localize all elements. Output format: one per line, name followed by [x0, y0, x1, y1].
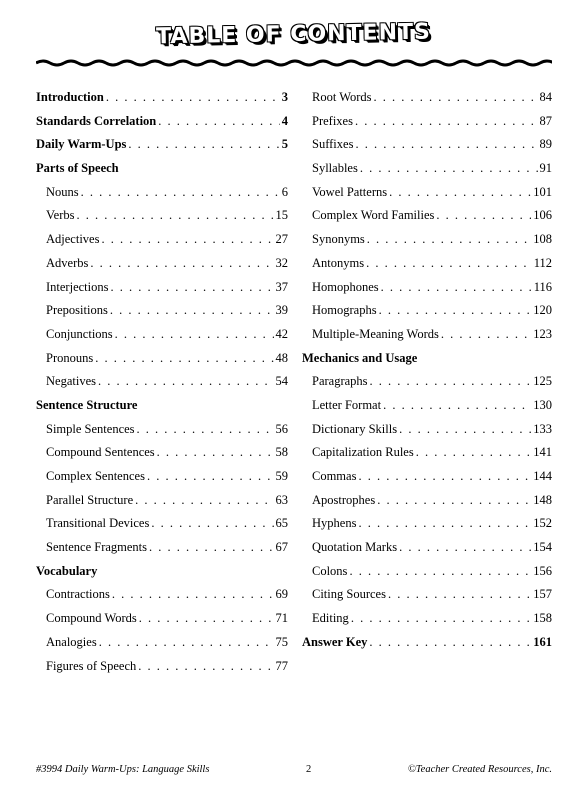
toc-leader-dots [106, 90, 280, 105]
toc-entry [36, 208, 288, 232]
toc-entry-label: Complex Sentences [46, 469, 145, 483]
toc-leader-dots [381, 280, 532, 295]
toc-entry-label: Daily Warm-Ups [36, 137, 127, 152]
toc-entry-label: Paragraphs [312, 374, 368, 389]
toc-entry-label: Root Words [312, 90, 372, 104]
toc-leader-dots [99, 635, 274, 650]
toc-entry-page: 141 [533, 445, 552, 460]
toc-entry-label: Commas [312, 469, 357, 483]
wavy-divider [36, 56, 552, 70]
toc-entry-page: 89 [539, 137, 552, 152]
toc-entry-page: 48 [275, 350, 288, 365]
toc-entry-page: 5 [281, 137, 288, 152]
toc-entry-page: 120 [533, 303, 552, 318]
toc-entry-page: 15 [275, 208, 288, 223]
toc-leader-dots [151, 516, 273, 531]
toc-entry-page: 63 [275, 492, 288, 507]
toc-entry-label: Multiple-Meaning Words [312, 326, 439, 341]
toc-leader-dots [95, 351, 273, 366]
toc-entry-page: 156 [533, 563, 552, 578]
toc-entry [36, 564, 288, 588]
toc-leader-dots [349, 564, 531, 579]
toc-entry-label: Dictionary Skills [312, 421, 398, 436]
toc-entry-label: Adverbs [46, 255, 89, 270]
toc-entry-label: Nouns [46, 184, 79, 199]
toc-entry [36, 445, 288, 469]
toc-leader-dots [137, 422, 274, 437]
toc-entry [36, 256, 288, 280]
toc-entry [36, 137, 288, 161]
toc-entry-page: 42 [275, 326, 288, 341]
toc-entry-page: 6 [281, 184, 288, 199]
toc-entry-label: Quotation Marks [312, 540, 398, 555]
toc-entry-page: 54 [275, 374, 288, 389]
toc-entry-page: 27 [275, 232, 288, 247]
toc-entry [302, 493, 552, 517]
toc-entry-page: 4 [281, 113, 288, 128]
toc-leader-dots [90, 256, 273, 271]
toc-entry [36, 303, 288, 327]
toc-entry [302, 208, 552, 232]
toc-entry-page: 106 [533, 208, 552, 223]
toc-leader-dots [370, 374, 532, 389]
toc-leader-dots [110, 303, 274, 318]
toc-entry-label: Complex Word Families [312, 208, 435, 223]
toc-leader-dots [441, 327, 531, 342]
toc-leader-dots [355, 114, 538, 129]
toc-entry-page: 59 [275, 469, 288, 483]
toc-entry-label: Verbs [46, 208, 75, 223]
toc-leader-dots [389, 185, 531, 200]
toc-entry-page: 161 [533, 634, 552, 649]
toc-entry-label: Mechanics and Usage [302, 350, 418, 365]
toc-leader-dots [366, 256, 532, 271]
toc-entry-page: 154 [533, 540, 552, 555]
toc-entry [302, 232, 552, 256]
toc-entry-label: Compound Sentences [46, 445, 155, 460]
toc-entry-page: 75 [275, 634, 288, 649]
toc-entry [302, 422, 552, 446]
toc-entry-label: Parts of Speech [36, 161, 119, 176]
toc-leader-dots [110, 280, 273, 295]
toc-entry-label: Colons [312, 563, 348, 578]
toc-entry [36, 635, 288, 659]
toc-entry [302, 611, 552, 635]
toc-leader-dots [135, 493, 273, 508]
toc-entry [302, 564, 552, 588]
toc-entry-page: 144 [533, 469, 552, 483]
toc-entry [302, 398, 552, 422]
toc-entry-label: Pronouns [46, 350, 94, 365]
toc-entry [302, 161, 552, 185]
toc-leader-dots [377, 493, 531, 508]
toc-entry-page: 133 [533, 421, 552, 436]
toc-entry-label: Standards Correlation [36, 113, 157, 128]
toc-entry-label: Analogies [46, 634, 97, 649]
toc-entry-label: Answer Key [302, 634, 368, 649]
toc-leader-dots [98, 374, 274, 389]
toc-entry [36, 469, 288, 493]
toc-entry-page: 125 [533, 374, 552, 389]
toc-leader-dots [139, 611, 274, 626]
toc-leader-dots [360, 161, 538, 176]
toc-entry-label: Adjectives [46, 232, 100, 247]
footer-copyright: ©Teacher Created Resources, Inc. [407, 764, 552, 775]
toc-entry [36, 493, 288, 517]
toc-leader-dots [157, 445, 274, 460]
toc-left-column [36, 90, 288, 682]
toc-leader-dots [115, 327, 274, 342]
toc-leader-dots [383, 398, 531, 413]
toc-entry [36, 398, 288, 422]
toc-leader-dots [147, 469, 274, 484]
toc-entry-page: 77 [275, 658, 288, 673]
toc-entry-label: Prepositions [46, 303, 108, 318]
toc-entry [36, 587, 288, 611]
toc-entry-page: 152 [533, 516, 552, 531]
toc-entry-label: Syllables [312, 161, 358, 176]
toc-entry [302, 114, 552, 138]
toc-leader-dots [351, 611, 531, 626]
toc-entry-page: 116 [533, 279, 552, 294]
toc-leader-dots [358, 516, 531, 531]
toc-entry [36, 185, 288, 209]
toc-entry-label: Negatives [46, 374, 96, 389]
footer-book-title: #3994 Daily Warm-Ups: Language Skills [36, 764, 210, 775]
toc-entry-label: Sentence Fragments [46, 540, 148, 555]
toc-entry-label: Capitalization Rules [312, 445, 414, 460]
toc-entry-page: 148 [533, 492, 552, 507]
toc-entry [36, 351, 288, 375]
toc-entry [302, 137, 552, 161]
toc-entry-label: Homographs [312, 303, 377, 318]
toc-entry-page: 84 [539, 90, 552, 104]
toc-entry-page: 69 [275, 587, 288, 602]
toc-leader-dots [436, 208, 531, 223]
toc-entry [302, 516, 552, 540]
toc-entry-label: Synonyms [312, 232, 365, 247]
toc-entry-page: 67 [275, 540, 288, 555]
toc-entry [302, 280, 552, 304]
toc-entry-label: Vowel Patterns [312, 184, 388, 199]
toc-entry [36, 374, 288, 398]
toc-entry-page: 58 [275, 445, 288, 460]
toc-leader-dots [149, 540, 273, 555]
toc-leader-dots [355, 137, 537, 152]
toc-entry-page: 101 [533, 184, 552, 199]
toc-entry-label: Conjunctions [46, 326, 113, 341]
toc-entry-label: Figures of Speech [46, 658, 137, 673]
toc-entry [302, 90, 552, 114]
toc-leader-dots [367, 232, 531, 247]
toc-leader-dots [374, 90, 538, 105]
toc-entry-page: 158 [533, 611, 552, 626]
page-number: 2 [306, 764, 312, 775]
toc-entry [302, 374, 552, 398]
toc-leader-dots [81, 185, 280, 200]
toc-leader-dots [399, 540, 531, 555]
toc-entry-page: 37 [275, 279, 288, 294]
toc-entry [302, 185, 552, 209]
toc-entry [36, 280, 288, 304]
toc-entry [36, 422, 288, 446]
toc-entry-page: 91 [539, 161, 552, 176]
toc-entry [302, 445, 552, 469]
toc-entry-label: Transitional Devices [46, 516, 150, 531]
toc-entry-label: Antonyms [312, 255, 365, 270]
toc-entry-label: Citing Sources [312, 587, 386, 602]
toc-leader-dots [76, 208, 273, 223]
page-footer [36, 764, 552, 775]
toc-entry-page: 3 [281, 90, 288, 104]
toc-entry [302, 587, 552, 611]
toc-leader-dots [358, 469, 531, 484]
toc-entry-page: 157 [533, 587, 552, 602]
toc-leader-dots [388, 587, 531, 602]
toc-leader-dots [138, 659, 273, 674]
toc-entry-page: 87 [539, 113, 552, 128]
toc-entry-label: Homophones [312, 279, 379, 294]
toc-entry [36, 540, 288, 564]
toc-entry-page: 32 [275, 255, 288, 270]
toc-entry-page: 56 [275, 421, 288, 436]
toc-entry-label: Editing [312, 611, 349, 626]
toc-entry-label: Hyphens [312, 516, 357, 531]
toc-entry [36, 327, 288, 351]
toc-entry-label: Prefixes [312, 113, 353, 128]
toc-entry [302, 635, 552, 659]
toc-entry-label: Interjections [46, 279, 109, 294]
toc-entry [36, 90, 288, 114]
toc-entry-label: Simple Sentences [46, 421, 135, 436]
toc-entry [36, 611, 288, 635]
toc-entry [36, 161, 288, 185]
toc-entry-page: 39 [275, 303, 288, 318]
toc-entry [36, 114, 288, 138]
toc-entry [36, 659, 288, 683]
toc-entry-page: 108 [533, 232, 552, 247]
toc-leader-dots [158, 114, 279, 129]
toc-entry-label: Sentence Structure [36, 397, 138, 412]
toc-leader-dots [369, 635, 531, 650]
toc-entry-label: Introduction [36, 90, 104, 104]
toc-entry-label: Vocabulary [36, 563, 98, 578]
page-title: TABLE OF CONTENTS [155, 19, 432, 50]
toc-entry [36, 232, 288, 256]
toc-entry-page: 71 [275, 611, 288, 626]
toc-entry-page: 65 [275, 516, 288, 531]
toc-leader-dots [416, 445, 532, 460]
toc-leader-dots [101, 232, 273, 247]
toc-entry-page: 123 [533, 326, 552, 341]
toc-entry [302, 540, 552, 564]
toc-entry [36, 516, 288, 540]
toc-entry-label: Parallel Structure [46, 492, 134, 507]
toc-entry-page: 130 [533, 397, 552, 412]
toc-leader-dots [128, 137, 279, 152]
toc-entry-page: 112 [533, 255, 552, 270]
toc-entry-label: Contractions [46, 587, 110, 602]
toc-leader-dots [399, 422, 531, 437]
toc-leader-dots [112, 587, 274, 602]
toc-entry [302, 469, 552, 493]
toc-entry [302, 303, 552, 327]
toc-entry [302, 327, 552, 351]
toc-entry [302, 351, 552, 375]
toc-entry-label: Suffixes [312, 137, 354, 152]
toc-entry [302, 256, 552, 280]
toc-entry-label: Letter Format [312, 397, 382, 412]
toc-entry-label: Apostrophes [312, 492, 376, 507]
toc-entry-label: Compound Words [46, 611, 137, 626]
toc-leader-dots [379, 303, 532, 318]
toc-right-column [302, 90, 552, 659]
